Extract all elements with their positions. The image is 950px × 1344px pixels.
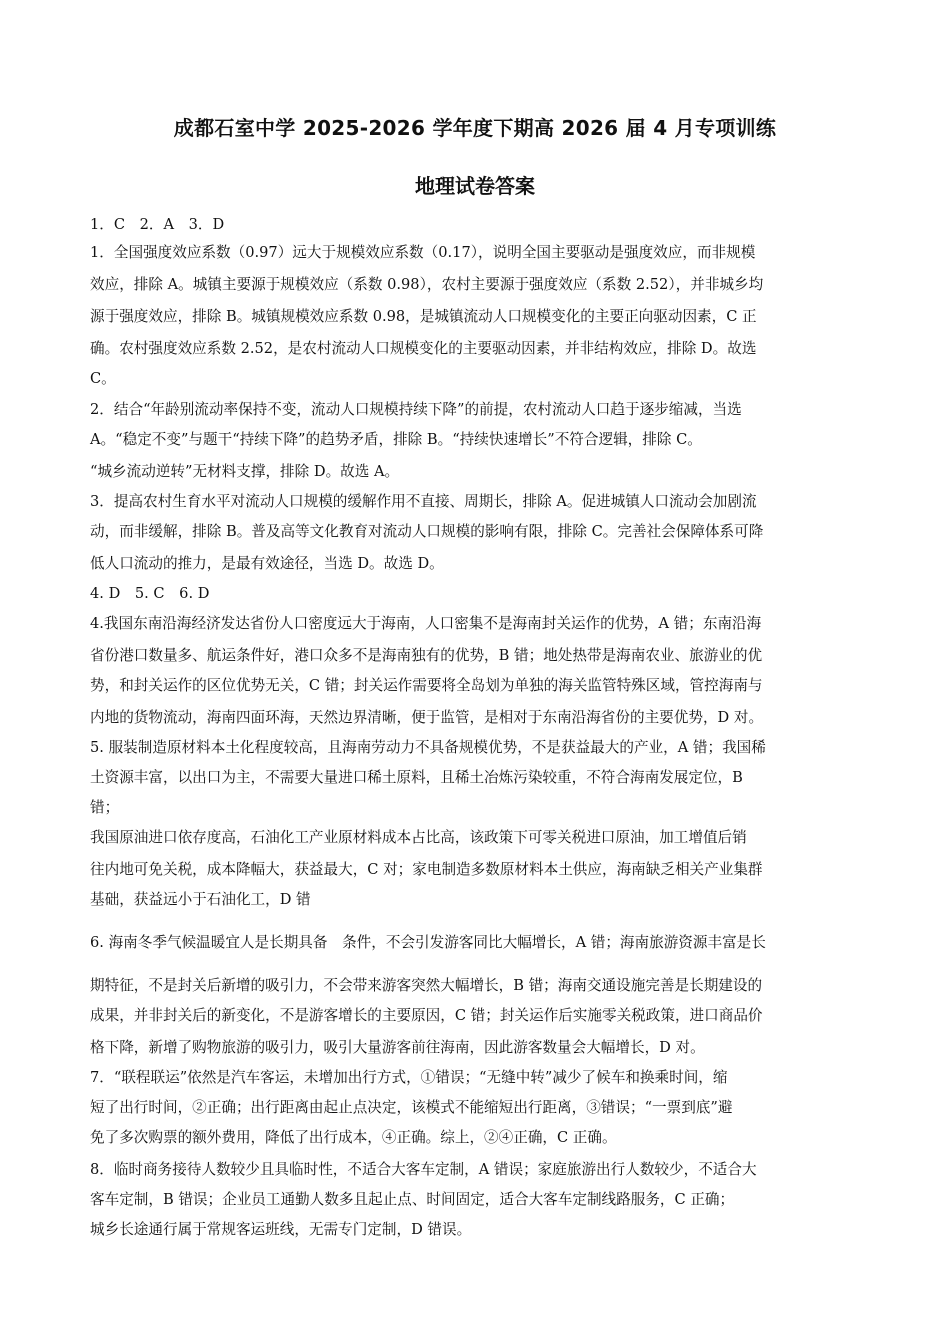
answer-line: 源于强度效应，排除 B。城镇规模效应系数 0.98，是城镇流动人口规模变化的主要正向驱动因素，C 正: [90, 308, 757, 325]
answer-line: 4. D 5. C 6. D: [90, 585, 210, 602]
answer-line: 1．C 2．A 3．D: [90, 216, 225, 233]
answer-line: 城乡长途通行属于常规客运班线，无需专门定制，D 错误。: [90, 1221, 472, 1238]
answer-line: A。“稳定不变”与题干“持续下降”的趋势矛盾，排除 B。“持续快速增长”不符合逻辑，排除 C。: [90, 431, 702, 448]
document-subtitle: 地理试卷答案: [415, 174, 535, 198]
answer-line: 确。农村强度效应系数 2.52，是农村流动人口规模变化的主要驱动因素，并非结构效应，排除 D。故选: [90, 340, 757, 357]
answer-line: 7．“联程联运”依然是汽车客运，未增加出行方式，①错误；“无缝中转”减少了候车和换乘时间，缩: [90, 1069, 728, 1086]
answer-line: 势，和封关运作的区位优势无关，C 错；封关运作需要将全岛划为单独的海关监管特殊区域，管控海南与: [90, 677, 763, 694]
answer-line: 错；: [90, 799, 120, 816]
document-title: 成都石室中学 2025-2026 学年度下期高 2026 届 4 月专项训练: [173, 116, 777, 140]
answer-line: 6. 海南冬季气候温暖宜人是长期具备 条件，不会引发游客同比大幅增长，A 错；海南旅游资源丰富是长: [90, 934, 766, 951]
answer-line: 1．全国强度效应系数（0.97）远大于规模效应系数（0.17），说明全国主要驱动是强度效应，而非规模: [90, 244, 756, 261]
answer-line: 土资源丰富，以出口为主，不需要大量进口稀土原料，且稀土冶炼污染较重，不符合海南发展定位，B: [90, 769, 743, 786]
answer-line: 8．临时商务接待人数较少且具临时性，不适合大客车定制，A 错误；家庭旅游出行人数较少，不适合大: [90, 1161, 757, 1178]
answer-line: 格下降，新增了购物旅游的吸引力，吸引大量游客前往海南，因此游客数量会大幅增长，D 对。: [90, 1039, 705, 1056]
answer-line: 低人口流动的推力，是最有效途径，当选 D。故选 D。: [90, 555, 444, 572]
answer-line: 效应，排除 A。城镇主要源于规模效应（系数 0.98），农村主要源于强度效应（系数 2.52），并非城乡均: [90, 276, 764, 293]
answer-line: 省份港口数量多、航运条件好，港口众多不是海南独有的优势，B 错；地处热带是海南农业、旅游业的优: [90, 647, 763, 664]
answer-line: 2．结合“年龄别流动率保持不变，流动人口规模持续下降”的前提，农村流动人口趋于逐步缩减，当选: [90, 401, 742, 418]
answer-line: 期特征，不是封关后新增的吸引力，不会带来游客突然大幅增长，B 错；海南交通设施完善是长期建设的: [90, 977, 763, 994]
answer-line: 基础，获益远小于石油化工，D 错: [90, 891, 311, 908]
answer-line: “城乡流动逆转”无材料支撑，排除 D。故选 A。: [90, 463, 400, 480]
answer-line: 免了多次购票的额外费用，降低了出行成本，④正确。综上，②④正确，C 正确。: [90, 1129, 617, 1146]
answer-line: 4.我国东南沿海经济发达省份人口密度远大于海南，人口密集不是海南封关运作的优势，A 错；东南沿海: [90, 615, 762, 632]
answer-line: 成果，并非封关后的新变化，不是游客增长的主要原因，C 错；封关运作后实施零关税政策，进口商品价: [90, 1007, 763, 1024]
answer-line: 内地的货物流动，海南四面环海，天然边界清晰，便于监管，是相对于东南沿海省份的主要优势，D 对。: [90, 709, 764, 726]
answer-line: 动，而非缓解，排除 B。普及高等文化教育对流动人口规模的影响有限，排除 C。完善社会保障体系可降: [90, 523, 764, 540]
answer-line: 短了出行时间，②正确；出行距离由起止点决定，该模式不能缩短出行距离，③错误；“一票到底”避: [90, 1099, 733, 1116]
answer-line: 我国原油进口依存度高，石油化工产业原材料成本占比高，该政策下可零关税进口原油，加工增值后销: [90, 829, 747, 846]
answer-line: C。: [90, 370, 116, 387]
answer-line: 往内地可免关税，成本降幅大，获益最大，C 对；家电制造多数原材料本土供应，海南缺乏相关产业集群: [90, 861, 763, 878]
answer-line: 3．提高农村生育水平对流动人口规模的缓解作用不直接、周期长，排除 A。促进城镇人口流动会加剧流: [90, 493, 757, 510]
answer-line: 5. 服装制造原材料本土化程度较高，且海南劳动力不具备规模优势，不是获益最大的产业，A 错；我国稀: [90, 739, 766, 756]
answer-line: 客车定制，B 错误；企业员工通勤人数多且起止点、时间固定，适合大客车定制线路服务，C 正确；: [90, 1191, 735, 1208]
